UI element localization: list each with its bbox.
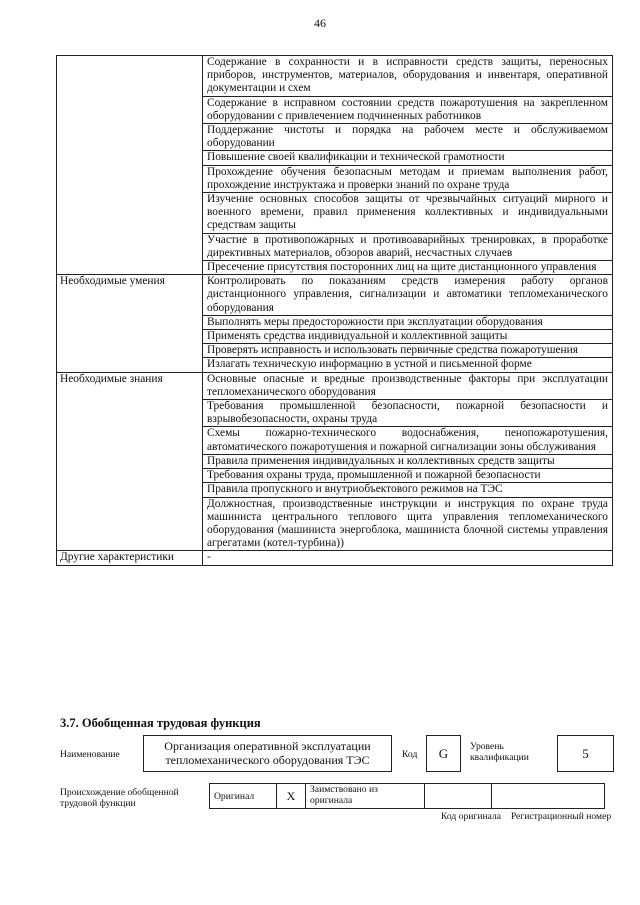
row-item-text: Основные опасные и вредные производственные факторы при эксплуатации тепломеханического оборудования [203, 372, 613, 399]
table-row [57, 372, 613, 399]
section-title: 3.7. Обобщенная трудовая функция [60, 716, 261, 730]
function-name-box: Организация оперативной эксплуатации тепломеханического оборудования ТЭС [143, 735, 392, 772]
original-label: Оригинал [214, 790, 255, 802]
row-category-label: Необходимые умения [57, 275, 203, 372]
row-item-text: Пресечение присутствия посторонних лиц на щите дистанционного управления [203, 261, 613, 275]
code-value-box: G [426, 735, 461, 772]
row-item-text: Правила применения индивидуальных и коллективных средств защиты [203, 454, 613, 468]
row-item-text: Проверять исправность и использовать первичные средства пожаротушения [203, 344, 613, 358]
reg-number-caption: Регистрационный номер [510, 811, 612, 822]
row-item-text: Требования промышленной безопасности, пожарной безопасности и взрывобезопасности, охраны труда [203, 400, 613, 427]
table-row [57, 551, 613, 565]
name-label: Наименование [60, 749, 120, 760]
code-original-caption: Код оригинала [440, 811, 502, 822]
row-item-text: Содержание в исправном состоянии средств пожаротушения на закрепленном оборудовании с привлечением подчиненных работников [203, 96, 613, 123]
original-mark: X [286, 788, 296, 803]
row-category-label [57, 56, 203, 275]
row-item-text: Участие в противопожарных и противоаварийных тренировках, в проработке директивных материалов, обзоров аварий, несчастных случаев [203, 233, 613, 260]
original-cell [210, 784, 277, 809]
competency-table [56, 55, 613, 566]
row-category-label: Необходимые знания [57, 372, 203, 551]
row-item-text: - [203, 551, 613, 565]
reg-number-cell [492, 784, 605, 809]
borrowed-cell [306, 784, 425, 809]
row-item-text: Содержание в сохранности и в исправности средств защиты, переносных приборов, инструментов, материалов, оборудования и инвентаря, оперативной документации и схем [203, 56, 613, 97]
original-mark-cell [277, 784, 306, 809]
row-item-text: Изучение основных способов защиты от чрезвычайных ситуаций мирного и военного времени, правил применения коллективных и индивидуальными средствам защиты [203, 193, 613, 234]
row-item-text: Излагать техническую информацию в устной и письменной форме [203, 358, 613, 372]
borrowed-label: Заимствовано из оригинала [310, 784, 378, 806]
table-row [57, 56, 613, 97]
row-item-text: Контролировать по показаниям средств измерения работу органов дистанционного управления, сигнализации и автоматики тепломеханического оборудования [203, 275, 613, 316]
row-item-text: Повышение своей квалификации и технической грамотности [203, 151, 613, 165]
row-item-text: Требования охраны труда, промышленной и пожарной безопасности [203, 469, 613, 483]
row-item-text: Выполнять меры предосторожности при эксплуатации оборудования [203, 315, 613, 329]
row-item-text: Прохождение обучения безопасным методам и приемам выполнения работ, прохождение инструктажа и проверки знаний по охране труда [203, 165, 613, 192]
row-item-text: Должностная, производственные инструкции и инструкция по охране труда машиниста центрального теплового щита управления тепломеханического оборудования (машиниста энергоблока, машиниста блочной системы управления агрегатами (котел-турбина)) [203, 497, 613, 551]
code-label: Код [402, 749, 418, 760]
row-item-text: Правила пропускного и внутриобъектового режимов на ТЭС [203, 483, 613, 497]
level-label: Уровень квалификации [470, 741, 529, 763]
origin-label: Происхождение обобщенной трудовой функции [60, 787, 179, 809]
level-value-box: 5 [557, 735, 614, 772]
table-row [57, 275, 613, 316]
row-item-text: Схемы пожарно-технического водоснабжения, пенопожаротушения, автоматического пожаротушения и пожарной сигнализации зоны обслуживания [203, 427, 613, 454]
origin-table [209, 783, 605, 809]
code-original-cell [425, 784, 492, 809]
row-item-text: Применять средства индивидуальной и коллективной защиты [203, 330, 613, 344]
page-number: 46 [314, 16, 326, 30]
row-category-label: Другие характеристики [57, 551, 203, 565]
row-item-text: Поддержание чистоты и порядка на рабочем месте и обслуживаемом оборудовании [203, 124, 613, 151]
